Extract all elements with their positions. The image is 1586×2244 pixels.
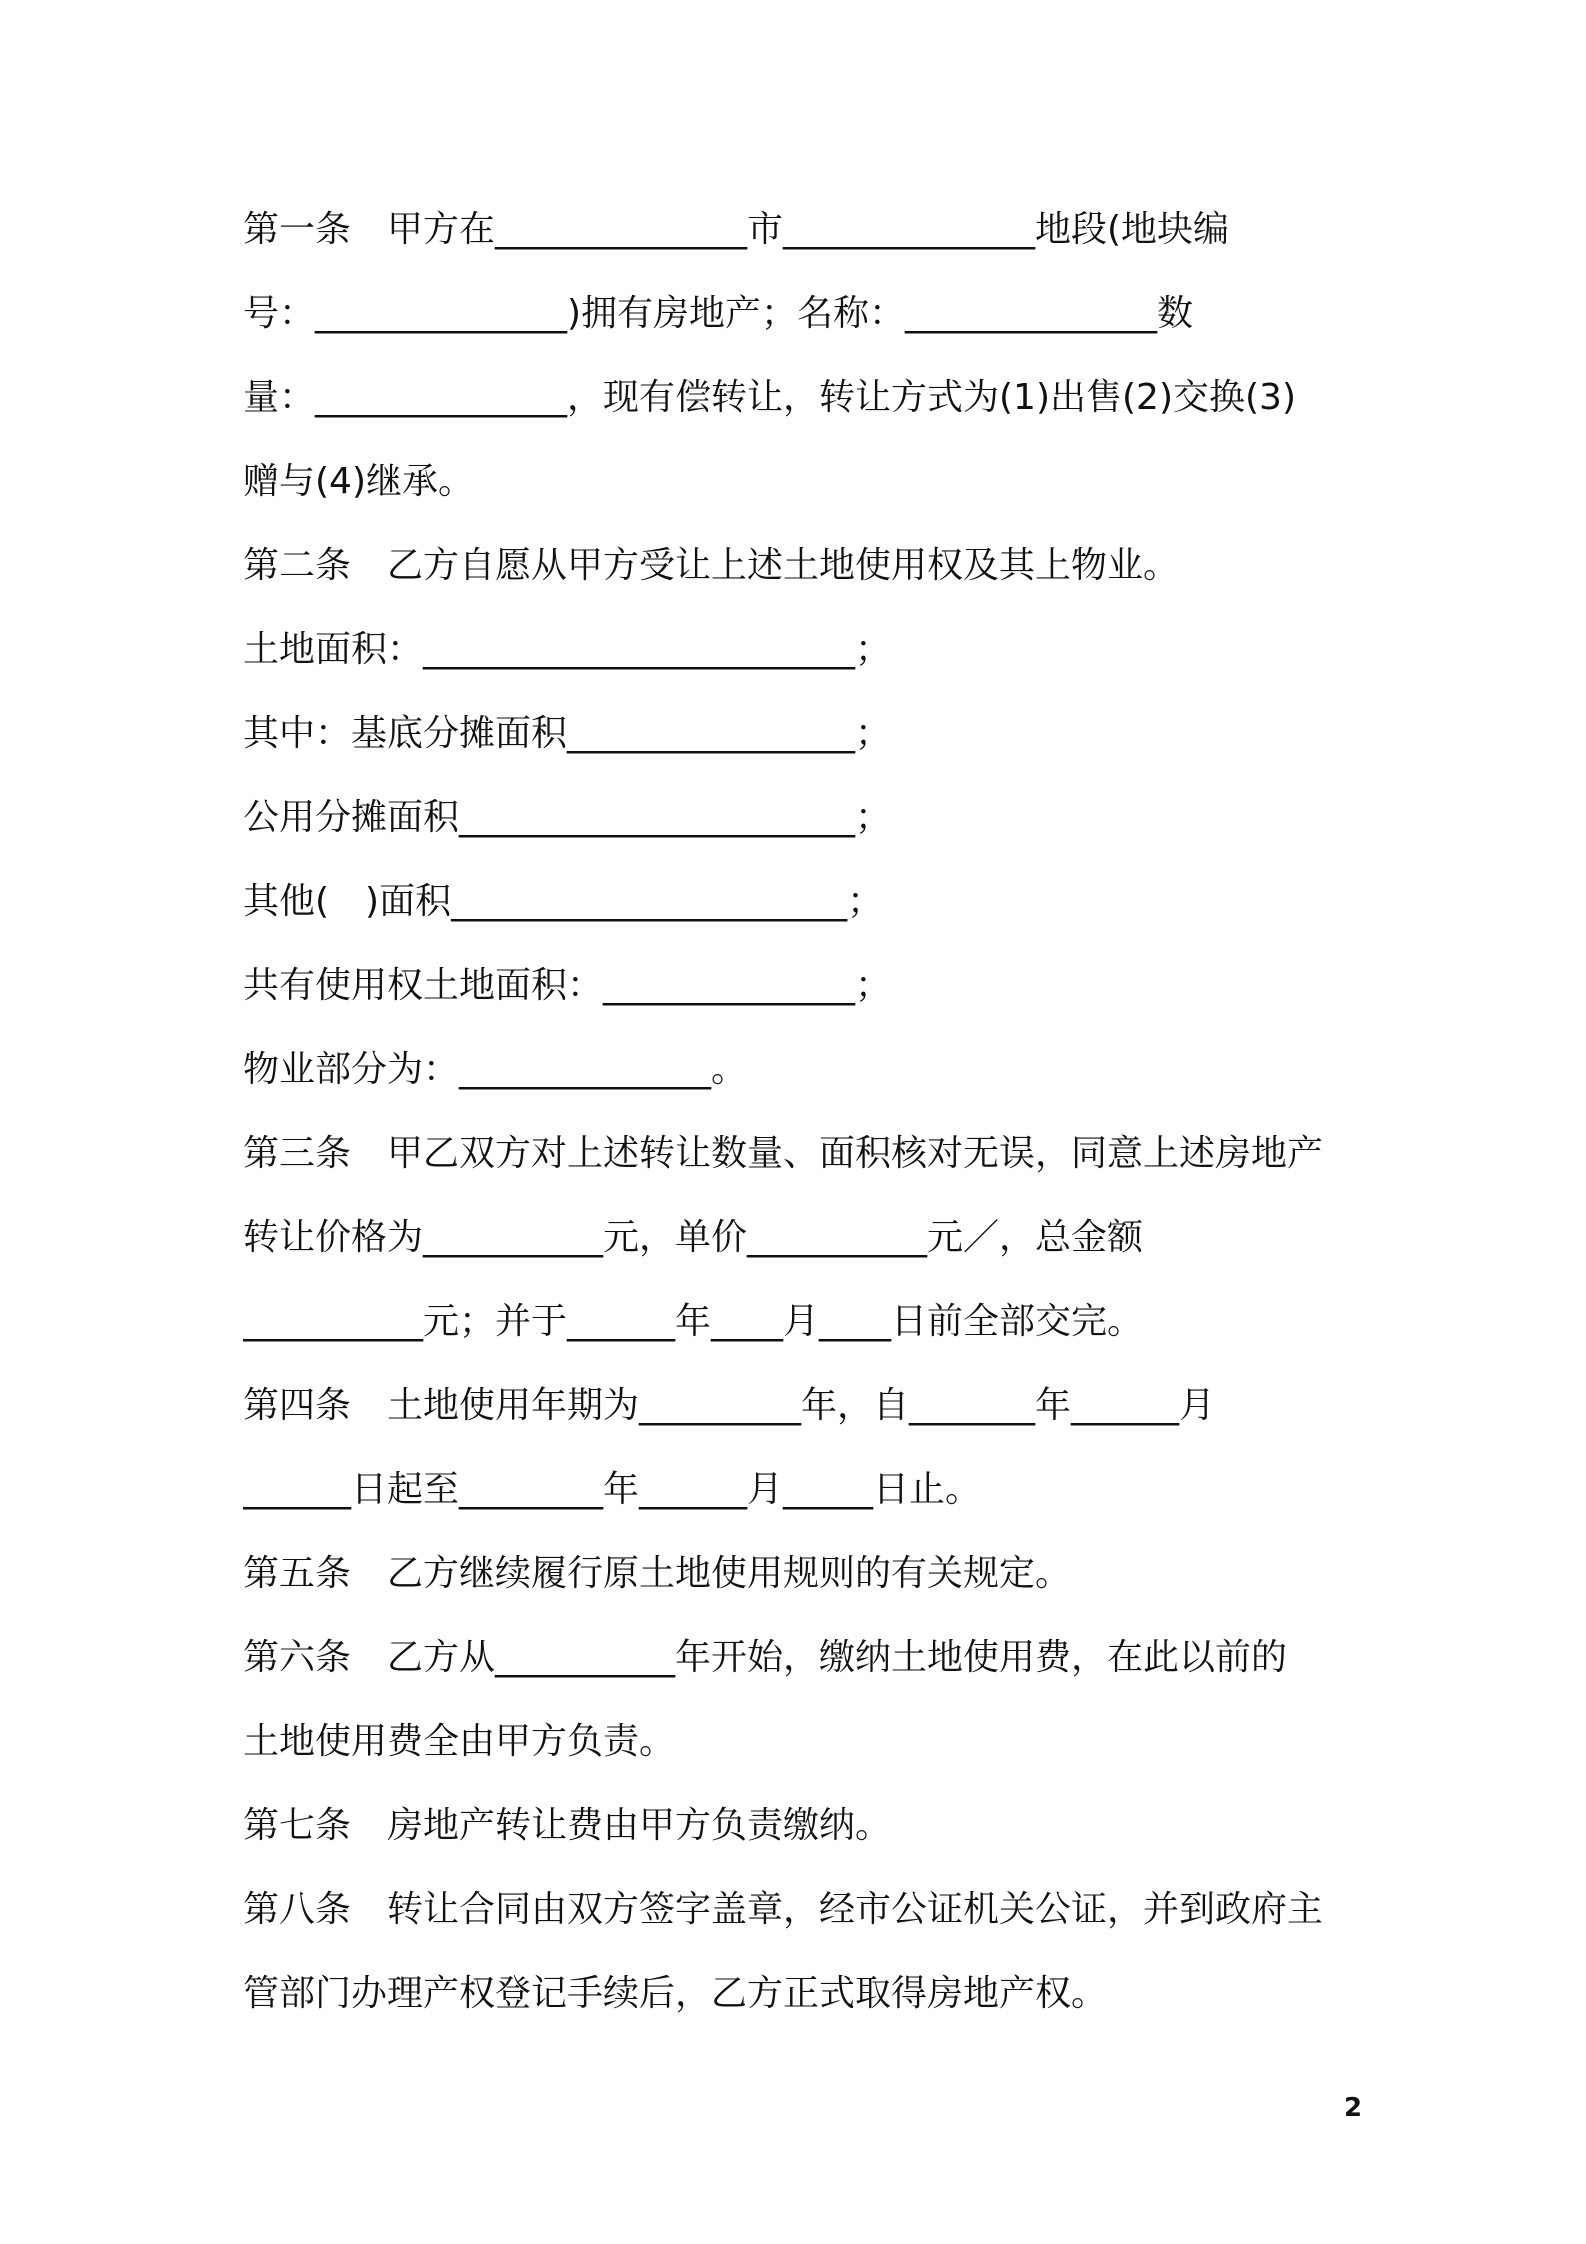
text-line: 赠与(4)继承。 (243, 461, 474, 502)
text-line: 量：______________，现有偿转让，转让方式为(1)出售(2)交换(3) (243, 377, 1296, 418)
text-line: 转让价格为__________元，单价__________元／，总金额 (243, 1217, 1144, 1258)
contract-body (243, 195, 1353, 2043)
text-line: 土地使用费全由甲方负责。 (243, 1721, 676, 1762)
text-line: 第八条 转让合同由双方签字盖章，经市公证机关公证，并到政府主 (243, 1889, 1324, 1930)
text-line: 第六条 乙方从__________年开始，缴纳土地使用费，在此以前的 (243, 1637, 1288, 1678)
text-line: 第五条 乙方继续履行原土地使用规则的有关规定。 (243, 1553, 1072, 1594)
text-line: 第二条 乙方自愿从甲方受让上述土地使用权及其上物业。 (243, 545, 1180, 586)
text-line: 号：______________)拥有房地产；名称：______________数 (243, 293, 1194, 334)
page-number: 2 (1343, 2093, 1363, 2123)
text-line: 第三条 甲乙双方对上述转让数量、面积核对无误，同意上述房地产 (243, 1133, 1324, 1174)
text-line: 第七条 房地产转让费由甲方负责缴纳。 (243, 1805, 892, 1846)
text-line: 土地面积：________________________； (243, 629, 892, 670)
text-line: 公用分摊面积______________________； (243, 797, 892, 838)
text-line: 物业部分为：______________。 (243, 1049, 748, 1090)
text-line: __________元；并于______年____月____日前全部交完。 (243, 1301, 1144, 1342)
text-line: 其他( )面积______________________； (243, 881, 884, 922)
text-line: 其中：基底分摊面积________________； (243, 713, 892, 754)
text-line: 管部门办理产权登记手续后，乙方正式取得房地产权。 (243, 1973, 1108, 2014)
text-line: 第四条 土地使用年期为_________年，自_______年______月 (243, 1385, 1216, 1426)
text-line: ______日起至________年______月_____日止。 (243, 1469, 982, 1510)
text-line: 共有使用权土地面积：______________； (243, 965, 892, 1006)
text-line: 第一条 甲方在______________市______________地段(地块编 (243, 209, 1230, 250)
